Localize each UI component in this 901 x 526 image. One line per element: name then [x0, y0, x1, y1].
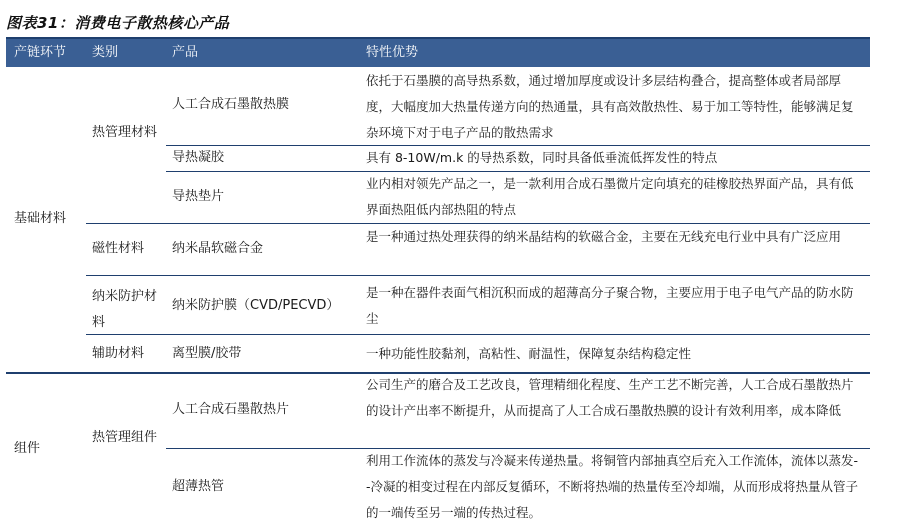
row-divider	[86, 334, 870, 335]
feature-description: 利用工作流体的蒸发与冷凝来传递热量。将铜管内部抽真空后充入工作流体，流体以蒸发--冷凝的相变过程在内部反复循环，不断将热端的热量传至冷却端，从而形成将热量从管子的一端传至另一端的传热过程。	[366, 453, 859, 520]
section-divider	[6, 372, 870, 374]
category-label: 磁性材料	[92, 241, 145, 256]
category-label: 热管理材料	[92, 125, 158, 140]
product-name: 人工合成石墨散热片	[172, 402, 290, 417]
product-name: 人工合成石墨散热膜	[172, 97, 290, 112]
header-product: 产品	[172, 45, 199, 60]
row-divider	[166, 145, 870, 146]
product-name: 超薄热管	[172, 479, 225, 494]
section-label: 组件	[14, 441, 41, 456]
row-divider	[166, 448, 870, 449]
feature-description: 一种功能性胶黏剂，高粘性、耐温性，保障复杂结构稳定性	[366, 346, 692, 361]
figure-title: 图表31：消费电子散热核心产品	[6, 14, 230, 32]
category-label: 纳米防护材料	[92, 289, 158, 330]
feature-description: 业内相对领先产品之一，是一款利用合成石墨微片定向填充的硅橡胶热界面产品，具有低界面热阻低内部热阻的特点	[366, 176, 854, 217]
header-category: 类别	[92, 45, 119, 60]
row-divider	[86, 223, 870, 224]
feature-description: 是一种在器件表面气相沉积而成的超薄高分子聚合物，主要应用于电子电气产品的防水防尘	[366, 285, 854, 326]
table-header	[6, 39, 870, 67]
product-name: 导热凝胶	[172, 150, 225, 165]
header-chain: 产链环节	[14, 45, 67, 60]
category-label: 辅助材料	[92, 346, 145, 361]
feature-description: 依托于石墨膜的高导热系数，通过增加厚度或设计多层结构叠合，提高整体或者局部厚度，大幅度加大热量传递方向的热通量，具有高效散热性、易于加工等特性，能够满足复杂环境下对于电子产品的散热需求	[366, 73, 854, 140]
product-name: 离型膜/胶带	[172, 346, 242, 361]
section-label: 基础材料	[14, 211, 67, 226]
category-label: 热管理组件	[92, 430, 158, 445]
row-divider	[166, 171, 870, 172]
feature-description: 是一种通过热处理获得的纳米晶结构的软磁合金，主要在无线充电行业中具有广泛应用	[366, 229, 842, 244]
product-name: 导热垫片	[172, 189, 225, 204]
product-name: 纳米防护膜（CVD/PECVD）	[172, 298, 340, 313]
product-name: 纳米晶软磁合金	[172, 241, 264, 256]
row-divider	[86, 275, 870, 276]
header-feature: 特性优势	[366, 45, 419, 60]
feature-description: 具有 8-10W/m.k 的导热系数，同时具备低垂流低挥发性的特点	[366, 150, 718, 165]
feature-description: 公司生产的磨合及工艺改良，管理精细化程度、生产工艺不断完善，人工合成石墨散热片的设计产出率不断提升，从而提高了人工合成石墨散热膜的设计有效利用率，成本降低	[366, 377, 854, 418]
